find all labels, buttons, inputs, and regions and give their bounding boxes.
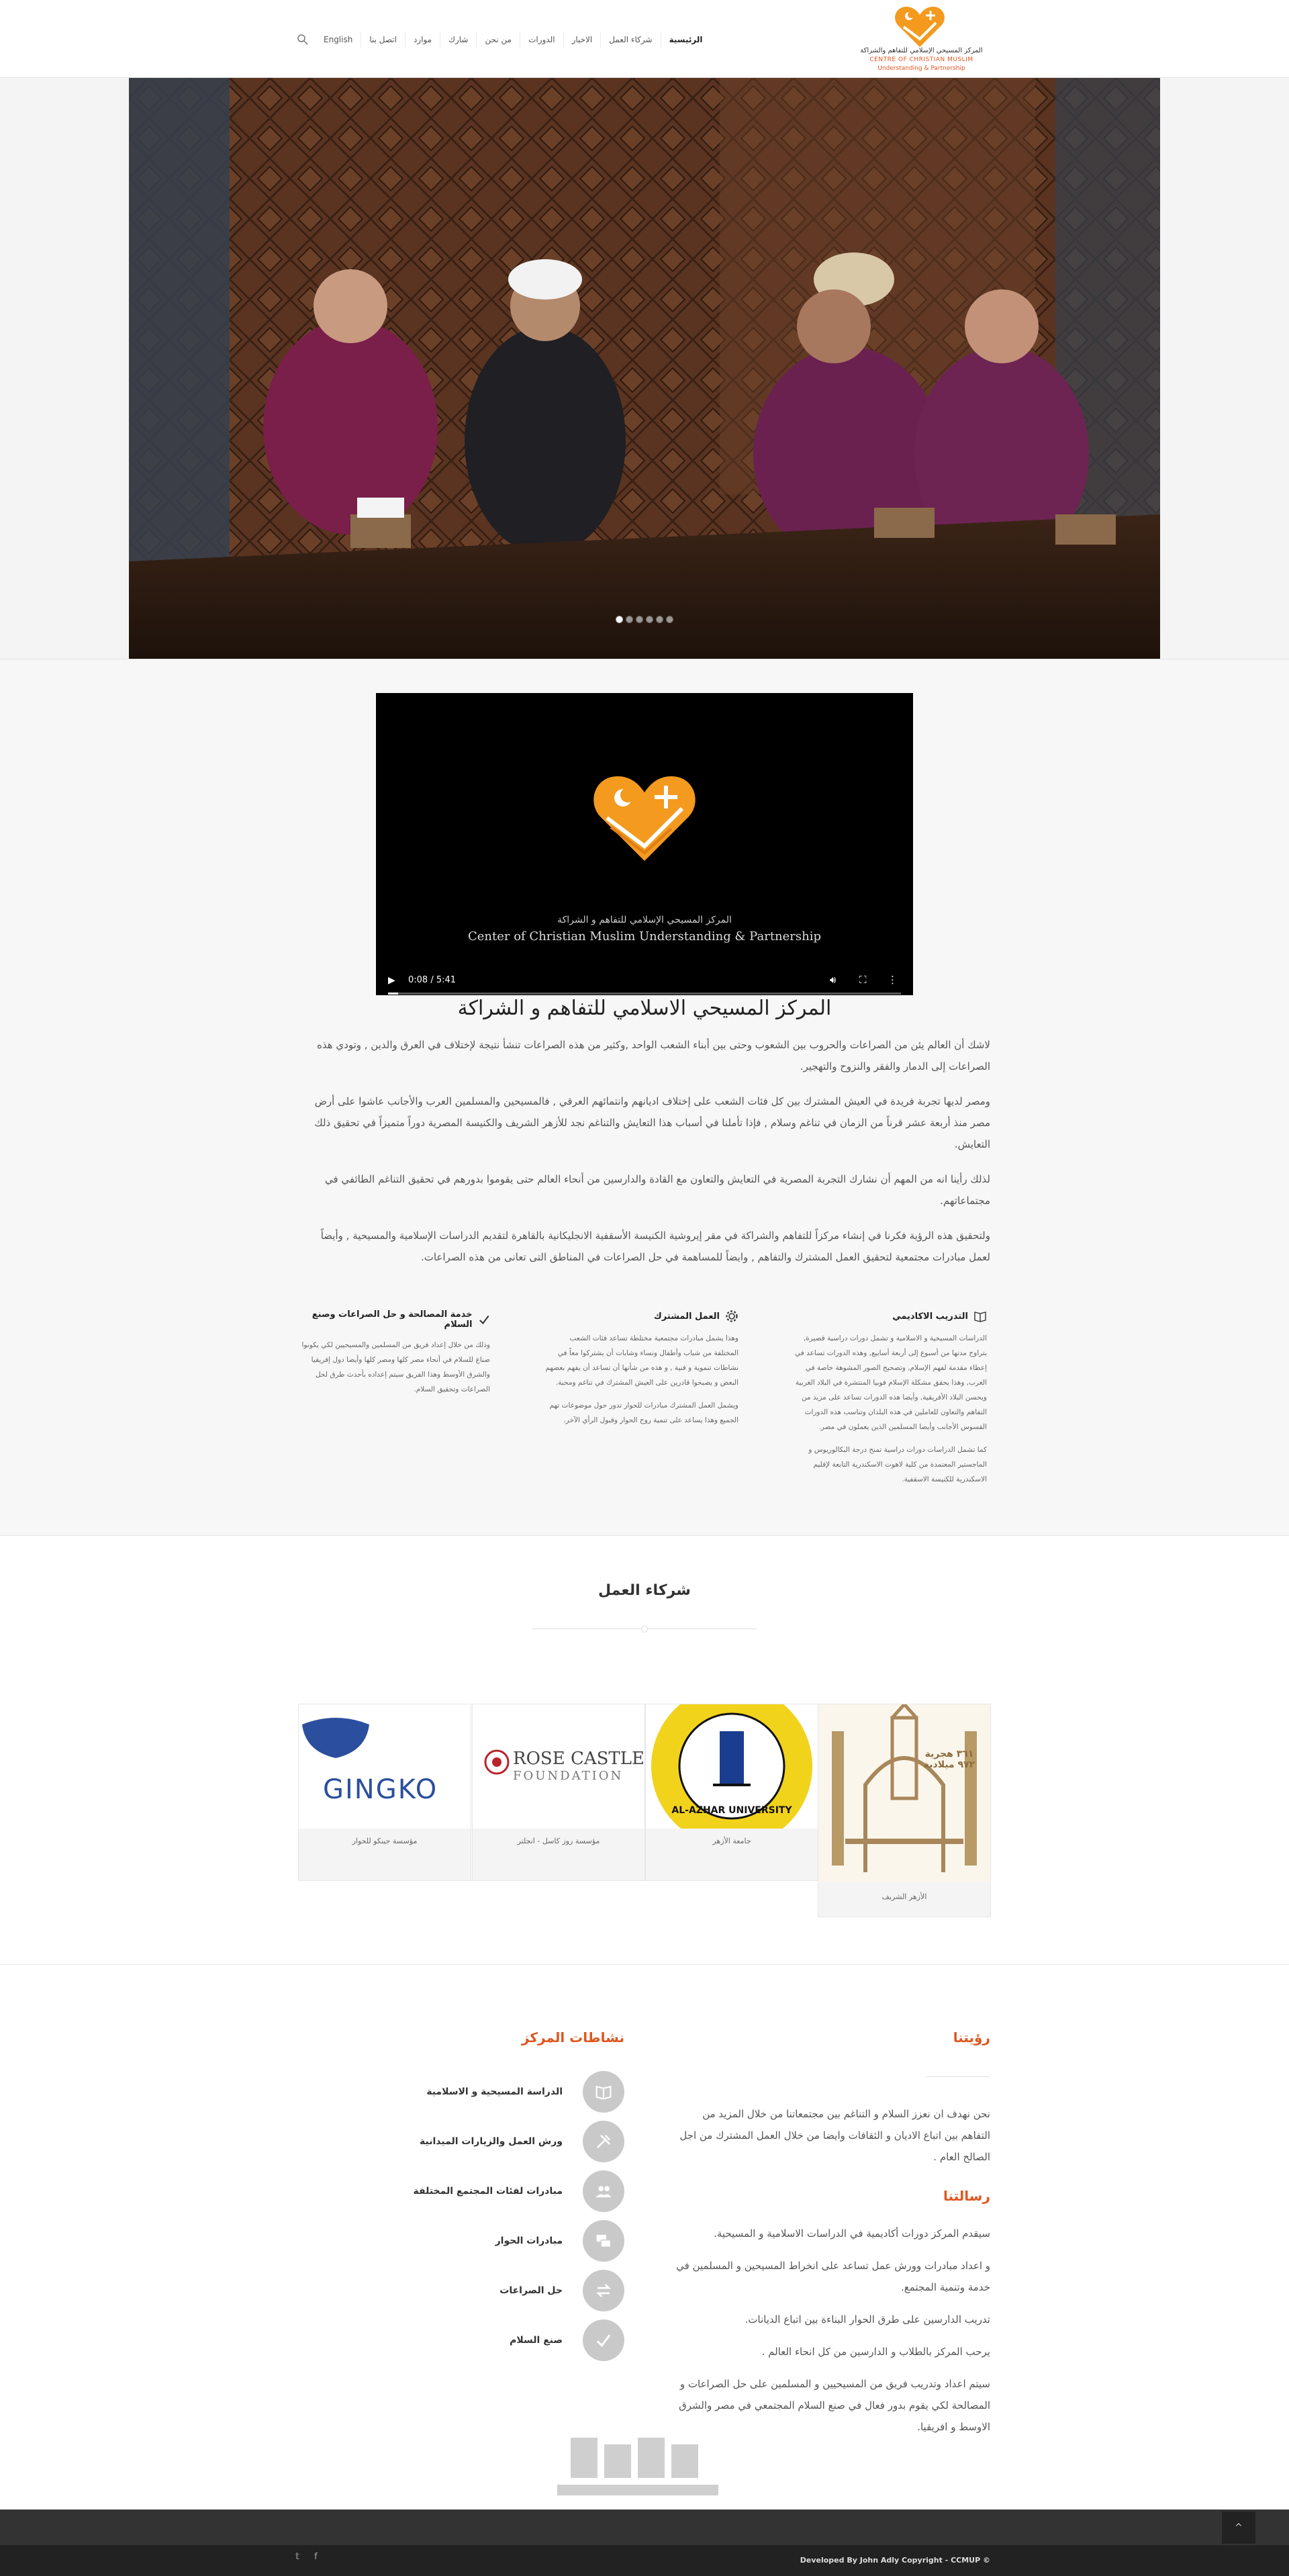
- video-progress-bar[interactable]: [388, 993, 901, 995]
- activity-label: الدراسة المسيحية و الاسلامية: [426, 2086, 563, 2097]
- logo-arabic-name: المركز المسيحي الإسلامي للتفاهم والشراكة: [860, 47, 983, 54]
- slider-dot[interactable]: [666, 616, 673, 623]
- more-icon[interactable]: ⋮: [888, 974, 898, 986]
- group-icon: [583, 2170, 624, 2212]
- feature-title-text: العمل المشترك: [653, 1311, 720, 1322]
- logo-tagline: Understanding & Partnership: [877, 65, 965, 72]
- watermark-logo: [530, 2431, 745, 2505]
- mission-paragraph: يرحب المركز بالطلاب و الدارسين من كل انحاء العالم .: [761, 2346, 990, 2358]
- slider-dots: [616, 616, 673, 623]
- partner-card-gingko[interactable]: [298, 1704, 471, 1881]
- intro-text: [299, 1034, 990, 1281]
- meeting-photo: [129, 78, 1160, 659]
- mission-paragraph: سيتم اعداد وتدريب فريق من المسيحيين و المسلمين على حل الصراعات و المصالحة لكي يقوم بدور فعال في صنع السلام المجتمعي في مصر والشرق الاوسط و افريقيا.: [679, 2378, 990, 2433]
- partner-caption: مؤسسة جينكو للحوار: [352, 1837, 418, 1845]
- mission-paragraph: تدريب الدارسين على طرق الحوار البناءة بين اتباع الديانات.: [745, 2313, 990, 2326]
- vision-divider: [926, 2076, 990, 2077]
- facebook-icon[interactable]: f: [314, 2552, 318, 2562]
- rose-castle-logo: [473, 1704, 644, 1829]
- feature-paragraph: كما تشمل الدراسات دورات دراسية تمنح درجة البكالوريوس و الماجستير المعتمدة من كلية لاهوت الاسكندرية التابعة لإقليم الاسكندرية للكنيسة الاسقفية.: [808, 1446, 987, 1483]
- activity-label: مبادرات لفئات المجتمع المختلفة: [413, 2186, 563, 2197]
- mission-paragraph: سيقدم المركز دورات أكاديمية في الدراسات الاسلامية و المسيحية.: [714, 2227, 990, 2240]
- swap-icon: [583, 2270, 624, 2311]
- features-row: [295, 1309, 994, 1511]
- feature-paragraph: وذلك من خلال إعداد فريق من المسلمين والمسيحيين لكي يكونوا صناع للسلام في أنحاء مصر كلها ومصر كلها وأيضا دول إفريقيا والشرق الأوسط وهذا الفريق سيتم إعداده بأحدث طرق لحل الصراعات وتحقيق السلام.: [301, 1341, 490, 1393]
- feature-title-text: خدمة المصالحة و حل الصراعات وصنع السلام: [312, 1309, 473, 1330]
- activity-label: صنع السلام: [510, 2335, 563, 2346]
- activity-item[interactable]: [302, 2121, 624, 2162]
- search-icon[interactable]: [297, 34, 309, 46]
- rose-castle-name: ROSE CASTLE: [513, 1749, 644, 1769]
- nav-partners[interactable]: شركاء العمل: [600, 32, 660, 48]
- feature-reconciliation: [295, 1309, 490, 1405]
- partner-caption: الأزهر الشريف: [881, 1892, 927, 1901]
- volume-icon[interactable]: 🔊︎: [830, 974, 837, 986]
- partner-card-rose-castle[interactable]: [472, 1704, 645, 1881]
- mission-title: رسالتنا: [943, 2188, 990, 2204]
- video-arabic-caption: المركز المسيحي الإسلامي للتفاهم و الشراكة: [557, 915, 732, 925]
- nav-contact[interactable]: اتصل بنا: [361, 32, 405, 48]
- heart-hands-logo-icon: [893, 3, 947, 50]
- partner-card-azhar[interactable]: [818, 1704, 991, 1917]
- feature-paragraph: وهذا يشمل مبادرات مجتمعية مختلطة تساعد فئات الشعب المختلفة من شباب وأطفال ونساء وشابات أن يشتركوا معاً في نشاطات تنموية و فنية , و هذه من شأنها أن تساعد أن يفهم بعضهم البعض و يصبحوا قادرين على العيش المشترك في تناغم ومحبة.: [545, 1334, 738, 1387]
- copyright-text: Developed By John Adly Copyright - CCMUP ©: [800, 2556, 990, 2565]
- activity-item[interactable]: [302, 2319, 624, 2361]
- slider-dot[interactable]: [626, 616, 633, 623]
- tools-icon: [583, 2121, 624, 2162]
- slider-dot[interactable]: [656, 616, 663, 623]
- heart-hands-logo-icon: [591, 767, 698, 868]
- play-icon[interactable]: ▶: [388, 975, 395, 986]
- nav-resources[interactable]: موارد: [405, 32, 440, 48]
- activity-item[interactable]: [302, 2071, 624, 2113]
- feature-paragraph: الدراسات المسيحية و الاسلامية و تشمل دورات دراسية قصيرة, بتراوح مدتها من أسبوع إلى أربعة أسابيع, وهذه الدورات تساعد في إعطاء مقدمة لفهم الإسلام, وتصحيح الصور المشوهة خاصة في الغرب, وهذا يحقق مشكلة الإسلام فوبيا المنتشرة في البلاد الغربية ويحسن البلاد الأفريقية, وأيضا هذه الدورات تساعد على مزيد من التفاهم والتعاون للعاملين في هذه البلدان وتناسب هذه الدورات القسوس الأجانب وأيضا المسلمين الذين يعملون في مصر.: [795, 1334, 987, 1431]
- feature-title-text: التدريب الاكاديمي: [892, 1311, 968, 1322]
- twitter-icon[interactable]: 𝕥: [295, 2552, 300, 2562]
- feature-academic: [792, 1309, 987, 1495]
- vision-text: نحن نهدف ان نعزز السلام و التناغم بين مجتمعاتنا من خلال المزيد من التفاهم بين اتباع الاديان و الثقافات وايضا من خلال العمل المشترك من اجل الصالح العام .: [679, 2108, 990, 2163]
- nav-news[interactable]: الاخبار: [563, 32, 601, 48]
- activity-label: حل الصراعات: [499, 2285, 563, 2296]
- logo-english-name: CENTRE OF CHRISTIAN MUSLIM: [869, 56, 973, 63]
- feature-paragraph: ويشمل العمل المشترك مبادرات للحوار تدور حول موضوعات تهم الجميع وهذا يساعد على تنمية روح الحوار وقبول الرأي الآخر.: [549, 1401, 738, 1424]
- main-nav: [316, 30, 710, 50]
- gingko-name: GINGKO: [323, 1774, 438, 1805]
- nav-home[interactable]: الرئيسية: [661, 32, 711, 48]
- intro-paragraph: لاشك أن العالم يئن من الصراعات والحروب بين الشعوب وحتى بين أبناء الشعب الواحد ,وكثير من هذه الصراعات تنشأ نتيجة لإختلاف في العرق والدين , وتودي هذه الصراعات إلى الدمار والفقر والنزوح والتهجير.: [317, 1039, 990, 1072]
- nav-about[interactable]: من نحن: [476, 32, 520, 48]
- partner-card-azhar-university[interactable]: [645, 1704, 818, 1881]
- book-icon: [973, 1309, 987, 1323]
- video-progress-fill: [388, 993, 398, 995]
- partner-caption: جامعة الأزهر: [712, 1837, 751, 1845]
- activity-label: ورش العمل والزيارات الميدانية: [420, 2136, 563, 2147]
- chat-icon: [583, 2220, 624, 2262]
- activities-title: نشاطات المركز: [521, 2029, 624, 2045]
- feature-joint-work: [544, 1309, 738, 1436]
- nav-courses[interactable]: الدورات: [520, 32, 563, 48]
- gear-icon: [725, 1309, 738, 1323]
- azhar-university-logo: [646, 1704, 818, 1829]
- intro-paragraph: لذلك رأينا انه من المهم أن نشارك التجربة المصرية في التعايش والتعاون مع القادة والدارسين من أنحاء العالم حتى يقوموا بدورهم في تحقيق التناغم الطائفي في مجتماعاتهم.: [324, 1173, 990, 1207]
- feature-title: [295, 1309, 490, 1330]
- book-icon: [583, 2071, 624, 2113]
- feature-title: [792, 1309, 987, 1323]
- azhar-logo: [818, 1704, 990, 1882]
- gingko-logo: [299, 1704, 471, 1829]
- feature-title: [544, 1309, 738, 1323]
- social-links: [295, 2552, 318, 2562]
- check-icon: [583, 2319, 624, 2361]
- rose-castle-foundation: FOUNDATION: [513, 1769, 624, 1783]
- hero-slide-image: [129, 78, 1160, 659]
- activity-item[interactable]: [302, 2270, 624, 2311]
- partners-title: شركاء العمل: [598, 1582, 691, 1599]
- activity-item[interactable]: [302, 2220, 624, 2262]
- slider-dot[interactable]: [646, 616, 653, 623]
- fullscreen-icon[interactable]: ⛶: [859, 974, 867, 986]
- partners-divider-dot: [641, 1626, 648, 1632]
- mission-text: [671, 2223, 990, 2448]
- scroll-top-button[interactable]: ^: [1222, 2512, 1255, 2544]
- site-header: [0, 0, 1289, 78]
- site-logo[interactable]: [846, 3, 997, 75]
- azhar-logo-text: ٣٦١ هجرية ٩٧٢ ميلادية: [923, 1749, 975, 1770]
- intro-paragraph: ولتحقيق هذه الرؤية فكرنا في إنشاء مركزاً للتفاهم والشراكة في مقر إيروشية الكنيسة الأسقفية الانجليكانية بالقاهرة لتقديم الدراسات الإسلامية والمسيحية , وأيضاً لعمل مبادرات مجتمعية لتحقيق العمل المشترك والتفاهم , وايضاً للمساهمة في حل الصراعات في المناطق التى تعانى من هذه الصراعات.: [320, 1230, 990, 1263]
- mission-paragraph: و اعداد مبادرات وورش عمل تساعد على انخراط المسيحين و المسلمين في خدمة وتنمية المجتمع.: [676, 2260, 990, 2293]
- nav-english[interactable]: English: [324, 35, 353, 44]
- video-controls: [376, 941, 913, 995]
- intro-title: المركز المسيحي الاسلامي للتفاهم و الشراكة: [457, 997, 832, 1020]
- intro-paragraph: ومصر لديها تجربة فريدة في العيش المشترك بين كل فئات الشعب على إختلاف اديانهم وانتمائهم العرقي , فالمسيحين والمسلمين العرب والأجانب عاشوا على أرض مصر منذ أربعة عشر قرناً من الزمان في تناغم وسلام , فإذا تأملنا في أسباب هذا التعايش والتناغم نجد للأزهر الشريف والكنيسة المصرية دوراً متميزاً في تحقيق ذلك التعايش.: [314, 1095, 990, 1150]
- slider-dot[interactable]: [616, 616, 623, 623]
- footer-bar: [0, 2510, 1289, 2545]
- slider-dot[interactable]: [636, 616, 643, 623]
- video-english-caption: Center of Christian Muslim Understanding & Partnership: [467, 929, 822, 944]
- footer-widgets: [0, 1964, 1289, 2510]
- nav-participate[interactable]: شارك: [440, 32, 476, 48]
- activity-item[interactable]: [302, 2170, 624, 2212]
- socket-bar: [0, 2545, 1289, 2576]
- azhar-university-logo-text: AL-AZHAR UNIVERSITY: [671, 1805, 792, 1816]
- rose-icon: [483, 1749, 510, 1776]
- activity-label: مبادرات الحوار: [495, 2236, 563, 2246]
- partner-caption: مؤسسة روز كاسل - انجلتر: [517, 1837, 600, 1845]
- vision-title: رؤيتنا: [953, 2029, 990, 2045]
- video-player[interactable]: [376, 693, 913, 995]
- video-time: 0:08 / 5:41: [408, 975, 457, 985]
- check-icon: [478, 1313, 490, 1326]
